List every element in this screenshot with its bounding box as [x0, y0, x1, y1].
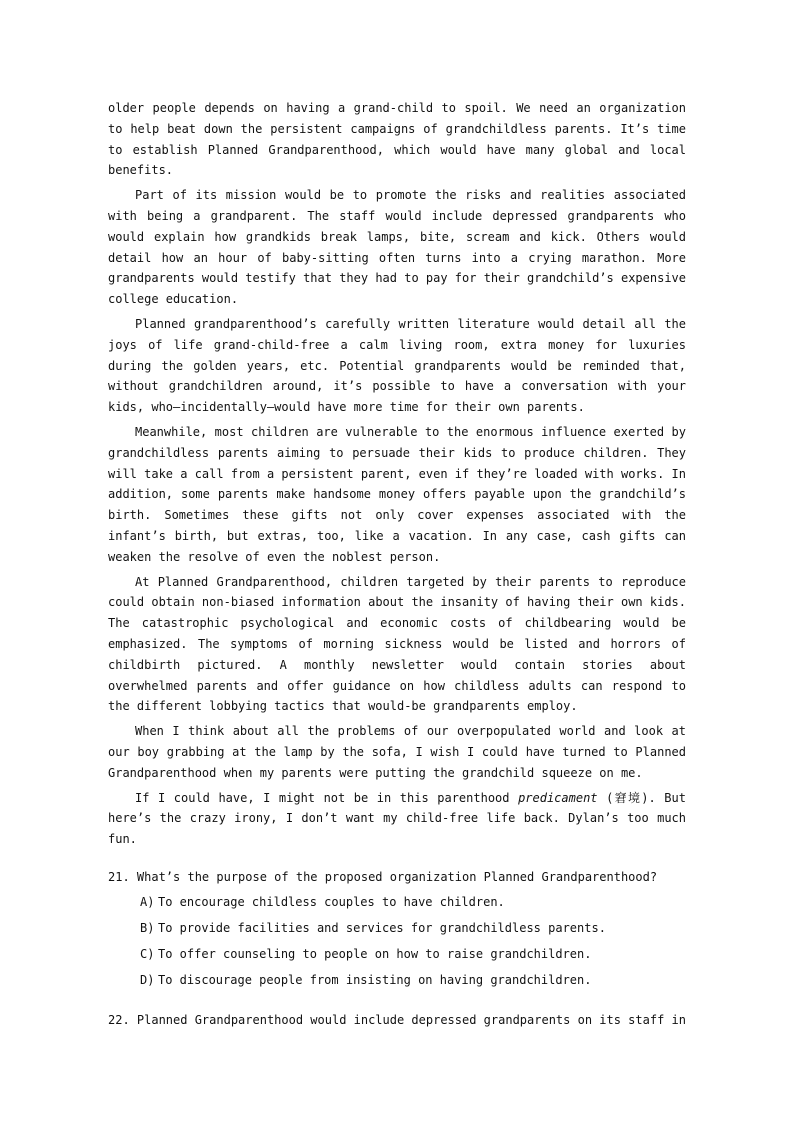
option-c[interactable] [108, 944, 686, 965]
option-letter: B) [140, 920, 155, 935]
question-22-stem: 22. Planned Grandparenthood would include depressed grandparents on its staff in [108, 1012, 686, 1027]
question-21-options [108, 892, 686, 991]
passage-paragraph-7 [108, 788, 686, 850]
paragraph-7-text-start: If I could have, I might not be in this parenthood [135, 790, 519, 805]
passage-paragraph-4: Meanwhile, most children are vulnerable to the enormous influence exerted by grandchildless parents aiming to persuade their kids to produce children. They will take a call from a persistent parent, even if they’re loaded with works. In addition, some parents make handsome money offers payable upon the grandchild’s birth. Sometimes these gifts not only cover expenses associated with the infant’s birth, but extras, too, like a vacation. In any case, cash gifts can weaken the resolve of even the noblest person. [108, 424, 686, 564]
option-d[interactable] [108, 970, 686, 991]
option-text: To offer counseling to people on how to raise grandchildren. [158, 946, 592, 961]
option-a[interactable] [108, 892, 686, 913]
passage-paragraph-1: older people depends on having a grand-child to spoil. We need an organization to help beat down the persistent campaigns of grandchildless parents. It’s time to establish Planned Grandparenthood, which would have many global and local benefits. [108, 101, 686, 178]
option-text: To provide facilities and services for grandchildless parents. [158, 920, 606, 935]
option-letter: D) [140, 972, 155, 987]
option-b[interactable] [108, 918, 686, 939]
passage-paragraph-3: Planned grandparenthood’s carefully written literature would detail all the joys of life grand-child-free a calm living room, extra money for luxuries during the golden years, etc. Potential grandparents would be reminded that, without grandchildren around, it’s possible to have a conversation with your kids, who—incidentally—would have more time for their own parents. [108, 316, 686, 415]
document-page [108, 98, 686, 1030]
passage-paragraph-6: When I think about all the problems of our overpopulated world and look at our boy grabbing at the lamp by the sofa, I wish I could have turned to Planned Grandparenthood when my parents were putting the grandchild squeeze on me. [108, 724, 686, 780]
passage-paragraph-5: At Planned Grandparenthood, children targeted by their parents to reproduce could obtain non-biased information about the insanity of having their own kids. The catastrophic psychological and economic costs of childbearing would be emphasized. The symptoms of morning sickness would be listed and horrors of childbirth pictured. A monthly newsletter would contain stories about overwhelmed parents and offer guidance on how childless adults can respond to the different lobbying tactics that would-be grandparents employ. [108, 574, 686, 714]
passage-paragraph-2: Part of its mission would be to promote the risks and realities associated with being a grandparent. The staff would include depressed grandparents who would explain how grandkids break lamps, bite, scream and kick. Others would detail how an hour of baby-sitting often turns into a crying marathon. More grandparents would testify that they had to pay for their grandchild’s expensive college education. [108, 188, 686, 307]
italic-word-predicament: predicament [518, 790, 598, 805]
question-21-stem: 21. What’s the purpose of the proposed organization Planned Grandparenthood? [108, 869, 658, 884]
paragraph-7-text-end: (窘境). But here’s the crazy irony, I don’t want my child-free life back. Dylan’s too much fun. [108, 790, 686, 847]
option-text: To discourage people from insisting on having grandchildren. [158, 972, 592, 987]
option-letter: A) [140, 894, 155, 909]
option-letter: C) [140, 946, 155, 961]
option-text: To encourage childless couples to have children. [158, 894, 505, 909]
